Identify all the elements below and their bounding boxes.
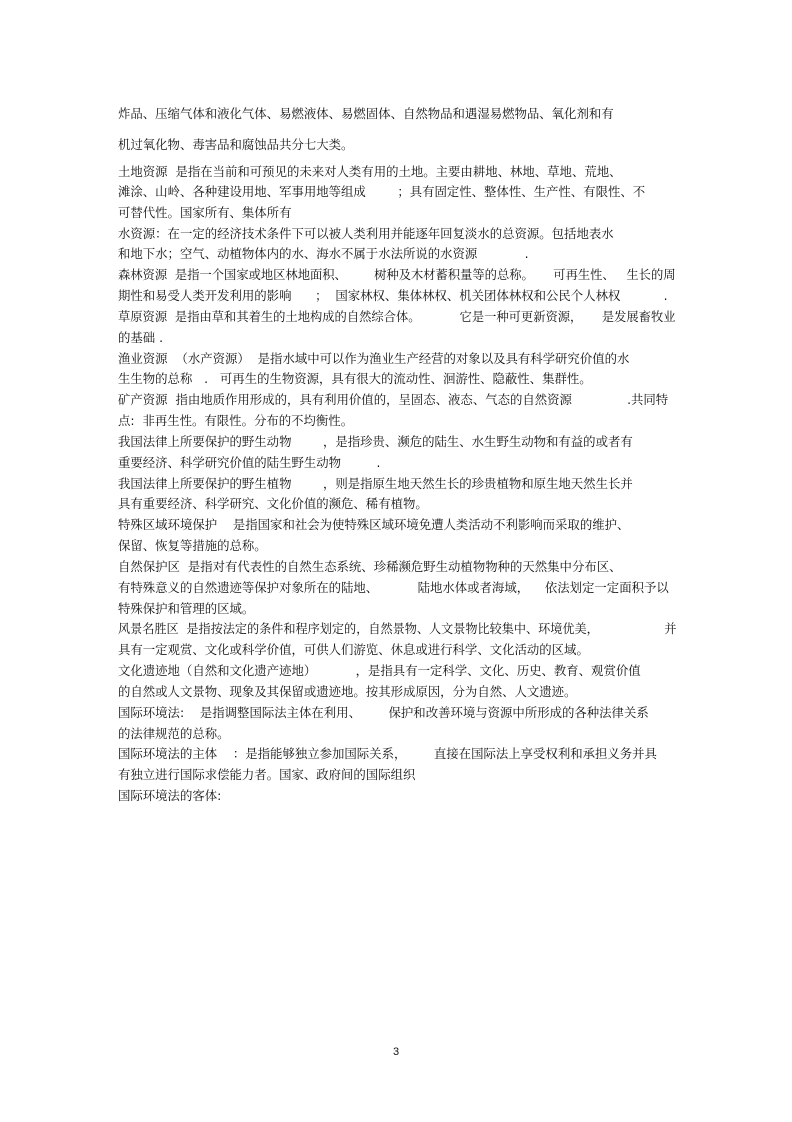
- text-line: 国际环境法的主体 ：是指能够独立参加国际关系， 直接在国际法上享受权利和承担义务并具: [118, 746, 657, 761]
- text-line: 滩涂、山岭、各种建设用地、军事用地等组成 ；具有固定性、整体性、生产性、有限性、不: [118, 184, 646, 199]
- text-line: 机过氧化物、毒害品和腐蚀品共分七大类。: [118, 137, 354, 152]
- page-number: 3: [392, 1046, 400, 1058]
- text-line: 生生物的总称 . 可再生的生物资源，具有很大的流动性、洄游性、隐蔽性、集群性。: [118, 371, 592, 386]
- text-line: 森林资源 是指一个国家或地区林地面积、 树种及木材蓄积量等的总称。 可再生性、 生长的周: [118, 267, 676, 282]
- text-line: 的基础 .: [118, 330, 164, 345]
- text-line: 有独立进行国际求偿能力者。国家、政府间的国际组织: [118, 767, 416, 782]
- text-line: 草原资源 是指由草和其着生的土地构成的自然综合体。 它是一种可更新资源， 是发展畜牧业: [118, 309, 676, 324]
- text-line: 重要经济、科学研究价值的陆生野生动物 .: [118, 455, 381, 470]
- text-line: 期性和易受人类开发利用的影响 ； 国家林权、集体林权、机关团体林权和公民个人林权 .: [118, 288, 668, 303]
- text-line: 风景名胜区 是指按法定的条件和程序划定的，自然景物、人文景物比较集中、环境优美， 并: [118, 621, 677, 636]
- text-line: 具有一定观赏、文化或科学价值，可供人们游览、休息或进行科学、文化活动的区域。: [118, 642, 589, 657]
- text-line: 自然保护区 是指对有代表性的自然生态系统、珍稀濒危野生动植物物种的天然集中分布区、: [118, 559, 622, 574]
- text-line: 我国法律上所要保护的野生动物 ，是指珍贵、濒危的陆生、水生野生动物和有益的或者有: [118, 434, 633, 449]
- text-line: 文化遗迹地（自然和文化遗产迹地） ，是指具有一定科学、文化、历史、教育、观赏价值: [118, 663, 641, 678]
- text-line: 有特殊意义的自然遗迹等保护对象所在的陆地、 陆地水体或者海域， 依法划定一定面积予以: [118, 580, 669, 595]
- text-line: 水资源：在一定的经济技术条件下可以被人类利用并能逐年回复淡水的总资源。包括地表水: [118, 226, 614, 241]
- text-line: 炸品、压缩气体和液化气体、易燃液体、易燃固体、自然物品和遇湿易燃物品、氧化剂和有: [118, 106, 614, 121]
- text-line: 可替代性。国家所有、集体所有: [118, 205, 292, 220]
- text-line: 的法律规范的总称。: [118, 726, 230, 741]
- text-line: 土地资源 是指在当前和可预见的未来对人类有用的土地。主要由耕地、林地、草地、荒地、: [118, 164, 622, 179]
- text-line: 和地下水；空气、动植物体内的水、海水不属于水法所说的水资源 .: [118, 246, 529, 261]
- text-line: 保留、恢复等措施的总称。: [118, 538, 267, 553]
- text-line: 点: 非再生性。有限性。分布的不均衡性。: [118, 413, 354, 428]
- text-line: 特殊区域环境保护 是指国家和社会为使特殊区域环境免遭人类活动不利影响而采取的维护、: [118, 517, 630, 532]
- text-line: 特殊保护和管理的区域。: [118, 601, 255, 616]
- text-line: 国际环境法: 是指调整国际法主体在利用、 保护和改善环境与资源中所形成的各种法律关系: [118, 705, 649, 720]
- text-line: 我国法律上所要保护的野生植物 ，则是指原生地天然生长的珍贵植物和原生地天然生长并: [118, 476, 633, 491]
- text-line: 的自然或人文景物、现象及其保留或遗迹地。按其形成原因，分为自然、人文遗迹。: [118, 684, 577, 699]
- text-line: 渔业资源 （水产资源） 是指水域中可以作为渔业生产经营的对象以及具有科学研究价值的水: [118, 351, 630, 366]
- text-line: 具有重要经济、科学研究、文化价值的濒危、稀有植物。: [118, 496, 428, 511]
- text-line: 国际环境法的客体:: [118, 788, 222, 803]
- text-line: 矿产资源 指由地质作用形成的，具有利用价值的，呈固态、液态、气态的自然资源 .共同特: [118, 392, 669, 407]
